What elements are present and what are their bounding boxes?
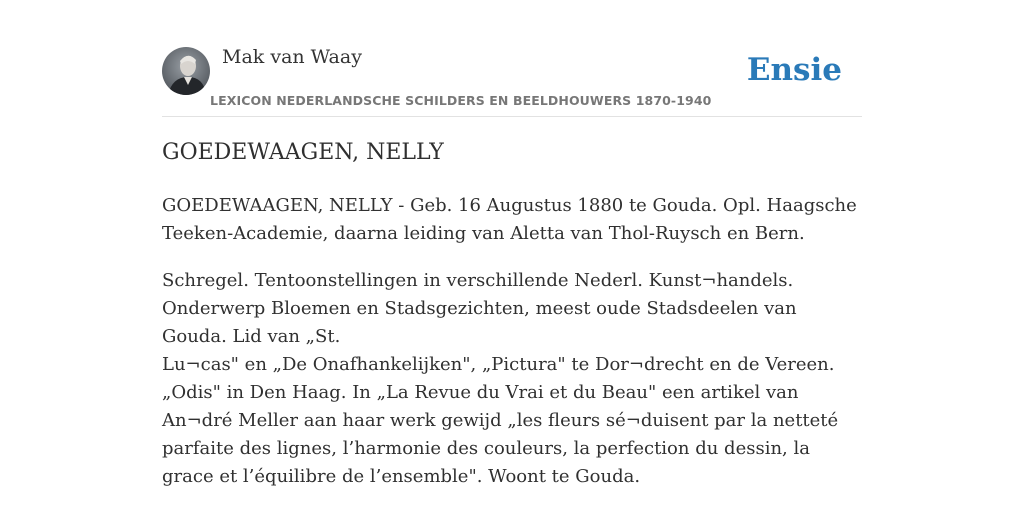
portrait-icon bbox=[162, 47, 210, 95]
page-container bbox=[162, 0, 862, 487]
article-paragraph: Schregel. Tentoonstellingen in verschillende Nederl. Kunst¬handels. Onderwerp Bloemen en Stadsgezichten, meest oude Stadsdeelen van Gouda. Lid van „St. bbox=[162, 270, 797, 347]
author-avatar[interactable] bbox=[162, 47, 210, 95]
header bbox=[162, 0, 862, 117]
article-title: GOEDEWAAGEN, NELLY bbox=[162, 140, 444, 165]
lexicon-title[interactable]: LEXICON NEDERLANDSCHE SCHILDERS EN BEELDHOUWERS 1870-1940 bbox=[210, 93, 712, 108]
article-paragraph: GOEDEWAAGEN, NELLY - Geb. 16 Augustus 1880 te Gouda. Opl. Haagsche Teeken-Academie, daarna leiding van Aletta van Thol-Ruysch en Bern. bbox=[162, 195, 857, 244]
brand-logo[interactable]: Ensie bbox=[746, 52, 842, 88]
author-name[interactable]: Mak van Waay bbox=[222, 46, 362, 68]
article-paragraph: Lu¬cas" en „De Onafhankelijken", „Pictura" te Dor¬drecht en de Vereen. „Odis" in Den Haag. In „La Revue du Vrai et du Beau" een artikel van An¬dré Meller aan haar werk gewijd „les fleurs sé¬duisent par la netteté parfaite des lignes, l’harmonie des couleurs, la perfection du dessin, la grace et l’équilibre de l’ensemble". Woont te Gouda. bbox=[162, 354, 839, 487]
